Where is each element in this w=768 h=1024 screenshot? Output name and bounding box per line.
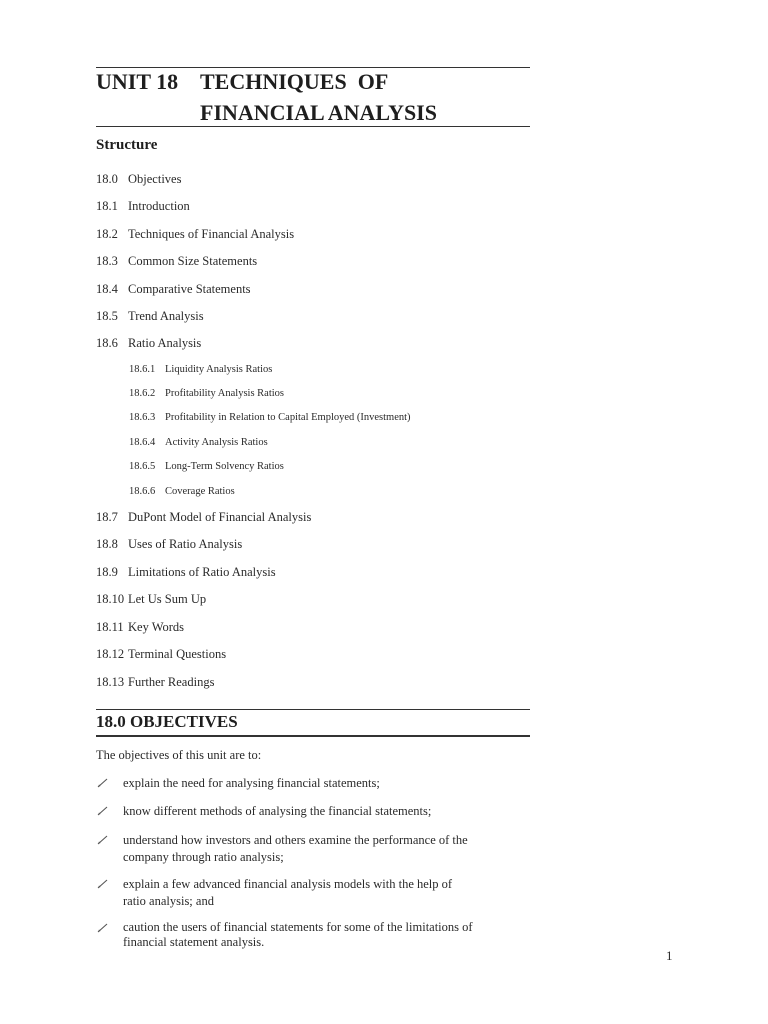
toc-item-label: Key Words bbox=[128, 620, 185, 634]
objective-text: know different methods of analysing the financial statements; bbox=[123, 804, 432, 818]
toc-item-number: 18.9 bbox=[96, 565, 118, 579]
structure-heading: Structure bbox=[96, 137, 158, 153]
toc-item-number: 18.5 bbox=[96, 309, 118, 323]
toc-item-number: 18.2 bbox=[96, 227, 118, 241]
title-bottom-rule bbox=[96, 126, 530, 127]
toc-item[interactable] bbox=[96, 253, 257, 269]
toc-item[interactable] bbox=[96, 308, 204, 324]
toc-subitem[interactable] bbox=[129, 459, 284, 475]
toc-subitem-number: 18.6.2 bbox=[129, 388, 156, 399]
toc-item-label: Introduction bbox=[128, 199, 190, 213]
toc-item-label: Objectives bbox=[128, 172, 182, 186]
pen-nib-icon bbox=[96, 832, 110, 849]
toc-item[interactable] bbox=[96, 674, 214, 690]
toc-subitem-label: Liquidity Analysis Ratios bbox=[165, 364, 273, 375]
objective-text: caution the users of financial statements for some of the limitations of financial statement analysis. bbox=[123, 920, 473, 949]
toc-item-label: Ratio Analysis bbox=[128, 336, 202, 350]
toc-item-label: Let Us Sum Up bbox=[128, 592, 207, 606]
page-number: 1 bbox=[666, 948, 673, 963]
pen-nib-icon bbox=[96, 803, 110, 820]
toc-item[interactable] bbox=[96, 171, 181, 187]
toc-item-number: 18.12 bbox=[96, 647, 125, 661]
objective-text: explain a few advanced financial analysis models with the help of ratio analysis; and bbox=[123, 877, 453, 908]
toc-item-number: 18.4 bbox=[96, 282, 118, 296]
toc-item-number: 18.6 bbox=[96, 336, 118, 350]
toc-item-number: 18.13 bbox=[96, 675, 125, 689]
toc-subitem-label: Coverage Ratios bbox=[165, 486, 235, 497]
toc-item[interactable] bbox=[96, 646, 226, 662]
toc-item-label: DuPont Model of Financial Analysis bbox=[128, 510, 312, 524]
toc-subitem-label: Profitability Analysis Ratios bbox=[165, 388, 285, 399]
toc-subitem-number: 18.6.4 bbox=[129, 437, 156, 448]
toc-item-number: 18.1 bbox=[96, 199, 118, 213]
unit-title-line2: FINANCIAL ANALYSIS bbox=[200, 100, 437, 125]
toc-item[interactable] bbox=[96, 509, 311, 525]
toc-item-number: 18.3 bbox=[96, 254, 118, 268]
pen-nib-icon bbox=[96, 775, 110, 792]
toc-item[interactable] bbox=[96, 198, 190, 214]
pen-nib-icon bbox=[96, 920, 110, 937]
toc-item-label: Common Size Statements bbox=[128, 254, 258, 268]
toc-item-number: 18.0 bbox=[96, 172, 118, 186]
toc-subitem-number: 18.6.3 bbox=[129, 412, 156, 423]
toc-subitem-label: Activity Analysis Ratios bbox=[165, 437, 268, 448]
toc-item-number: 18.11 bbox=[96, 620, 124, 634]
toc-subitem[interactable] bbox=[129, 410, 411, 426]
toc-item-number: 18.8 bbox=[96, 537, 118, 551]
toc-item-label: Limitations of Ratio Analysis bbox=[128, 565, 276, 579]
toc-item-label: Trend Analysis bbox=[128, 309, 204, 323]
toc-subitem-label: Profitability in Relation to Capital Employed (Investment) bbox=[165, 412, 411, 423]
toc-item[interactable] bbox=[96, 564, 276, 580]
toc-subitem[interactable] bbox=[129, 362, 272, 378]
unit-number: UNIT 18 bbox=[96, 69, 179, 94]
toc-item[interactable] bbox=[96, 619, 184, 635]
objectives-heading: 18.0 OBJECTIVES bbox=[96, 712, 238, 731]
objective-text: understand how investors and others examine the performance of the company through ratio analysis; bbox=[123, 833, 468, 864]
toc-item-number: 18.7 bbox=[96, 510, 118, 524]
objectives-top-rule bbox=[96, 709, 530, 710]
toc-subitem-number: 18.6.1 bbox=[129, 364, 156, 375]
toc-item[interactable] bbox=[96, 281, 251, 297]
toc-subitem-number: 18.6.5 bbox=[129, 461, 156, 472]
toc-item[interactable] bbox=[96, 591, 206, 607]
unit-title-line1: TECHNIQUES OF bbox=[200, 69, 389, 94]
toc-item-label: Comparative Statements bbox=[128, 282, 251, 296]
toc-subitem[interactable] bbox=[129, 484, 235, 500]
toc-item-label: Terminal Questions bbox=[128, 647, 227, 661]
toc-item-label: Further Readings bbox=[128, 675, 215, 689]
objectives-intro: The objectives of this unit are to: bbox=[96, 748, 262, 762]
toc-subitem-number: 18.6.6 bbox=[129, 486, 156, 497]
toc-subitem[interactable] bbox=[129, 386, 284, 402]
toc-item-number: 18.10 bbox=[96, 592, 125, 606]
pen-nib-icon bbox=[96, 876, 110, 893]
toc-item-label: Uses of Ratio Analysis bbox=[128, 537, 243, 551]
objective-text: explain the need for analysing financial statements; bbox=[123, 776, 380, 790]
toc-item-label: Techniques of Financial Analysis bbox=[128, 227, 295, 241]
toc-item[interactable] bbox=[96, 226, 294, 242]
toc-item[interactable] bbox=[96, 335, 201, 351]
toc-item[interactable] bbox=[96, 536, 242, 552]
objectives-bottom-rule bbox=[96, 735, 530, 737]
toc-subitem-label: Long-Term Solvency Ratios bbox=[165, 461, 284, 472]
toc-subitem[interactable] bbox=[129, 435, 268, 451]
